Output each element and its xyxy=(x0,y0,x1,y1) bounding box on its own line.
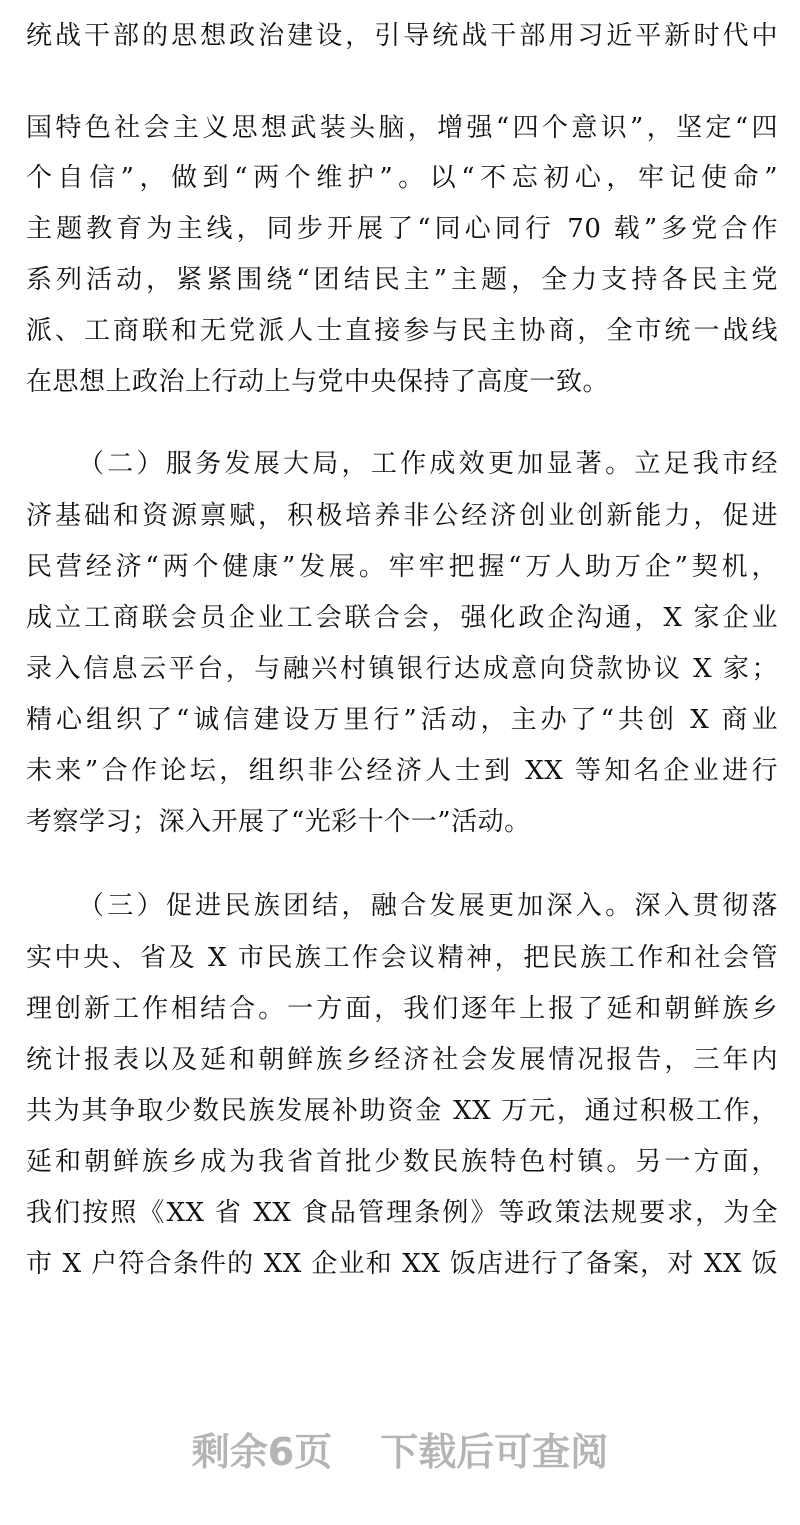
download-prompt[interactable] xyxy=(0,1428,800,1476)
text-line: 民营经济“两个健康”发展。牢牢把握“万人助万企”契机， xyxy=(26,552,778,582)
remaining-pages-label: 剩余6页 xyxy=(191,1430,333,1474)
text-line: 共为其争取少数民族发展补助资金 XX 万元，通过积极工作， xyxy=(26,1096,778,1126)
text-line: 济基础和资源禀赋，积极培养非公经济创业创新能力，促进 xyxy=(26,501,778,531)
text-line: 市 X 户符合条件的 XX 企业和 XX 饭店进行了备案，对 XX 饭 xyxy=(26,1249,778,1279)
text-line: 在思想上政治上行动上与党中央保持了高度一致。 xyxy=(26,367,610,397)
text-line: 延和朝鲜族乡成为我省首批少数民族特色村镇。另一方面， xyxy=(26,1147,778,1177)
text-line: 未来”合作论坛，组织非公经济人士到 XX 等知名企业进行 xyxy=(26,756,778,786)
text-line: 统计报表以及延和朝鲜族乡经济社会发展情况报告，三年内 xyxy=(26,1045,778,1075)
text-line: 理创新工作相结合。一方面，我们逐年上报了延和朝鲜族乡 xyxy=(26,994,778,1024)
paragraph-heading-line: （三）促进民族团结，融合发展更加深入。深入贯彻落 xyxy=(78,891,778,921)
text-line: 录入信息云平台，与融兴村镇银行达成意向贷款协议 X 家； xyxy=(26,654,778,684)
text-line: 考察学习；深入开展了“光彩十个一”活动。 xyxy=(26,807,531,837)
text-line: 国特色社会主义思想武装头脑，增强“四个意识”，坚定“四 xyxy=(26,113,778,143)
text-line: 系列活动，紧紧围绕“团结民主”主题，全力支持各民主党 xyxy=(26,265,778,295)
text-line: 成立工商联会员企业工会联合会，强化政企沟通，X 家企业 xyxy=(26,603,778,633)
paragraph-heading-line: （二）服务发展大局，工作成效更加显著。立足我市经 xyxy=(78,449,778,479)
text-line: 实中央、省及 X 市民族工作会议精神，把民族工作和社会管 xyxy=(26,943,778,973)
text-line: 我们按照《XX 省 XX 食品管理条例》等政策法规要求，为全 xyxy=(26,1198,778,1228)
download-to-view-label: 下载后可查阅 xyxy=(380,1430,609,1474)
text-line: 主题教育为主线，同步开展了“同心同行 70 载”多党合作 xyxy=(26,214,778,244)
text-line: 派、工商联和无党派人士直接参与民主协商，全市统一战线 xyxy=(26,316,778,346)
text-line: 个自信”，做到“两个维护”。以“不忘初心，牢记使命” xyxy=(26,163,778,193)
text-line: 统战干部的思想政治建设，引导统战干部用习近平新时代中 xyxy=(26,21,778,51)
text-line: 精心组织了“诚信建设万里行”活动，主办了“共创 X 商业 xyxy=(26,705,778,735)
